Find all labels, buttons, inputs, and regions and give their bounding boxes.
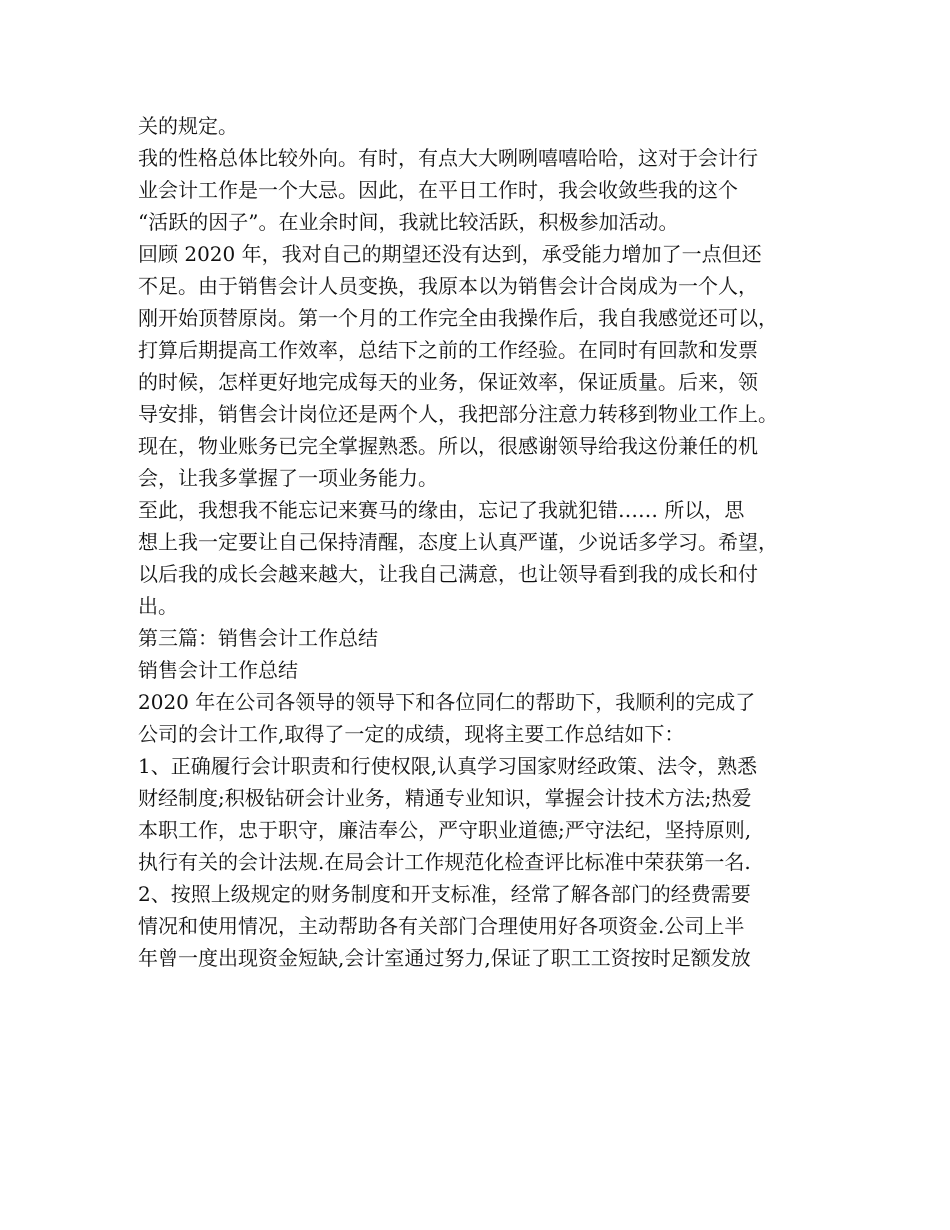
text-line: 财经制度;积极钻研会计业务，精通专业知识，掌握会计技术方法;热爱 xyxy=(138,786,752,810)
text-line: 年曾一度出现资金短缺,会计室通过努力,保证了职工工资按时足额发放 xyxy=(138,946,751,970)
text-line: “活跃的因子”。在业余时间，我就比较活跃，积极参加活动。 xyxy=(138,210,679,234)
text-line: 关的规定。 xyxy=(138,114,238,138)
text-line: 情况和使用情况，主动帮助各有关部门合理使用好各项资金.公司上半 xyxy=(138,914,745,938)
text-line: 公司的会计工作,取得了一定的成绩，现将主要工作总结如下： xyxy=(138,722,685,746)
text-line: 本职工作，忠于职守，廉洁奉公，严守职业道德;严守法纪，坚持原则, xyxy=(138,818,752,842)
text-line: 刚开始顶替原岗。第一个月的工作完全由我操作后，我自我感觉还可以， xyxy=(138,306,778,330)
text-line: 至此，我想我不能忘记来赛马的缘由，忘记了我就犯错…… 所以，思 xyxy=(138,498,745,522)
text-line: 以后我的成长会越来越大，让我自己满意，也让领导看到我的成长和付 xyxy=(138,562,758,586)
text-line: 现在，物业账务已完全掌握熟悉。所以，很感谢领导给我这份兼任的机 xyxy=(138,434,758,458)
text-line: 出。 xyxy=(138,594,178,618)
text-line: 想上我一定要让自己保持清醒，态度上认真严谨，少说话多学习。希望， xyxy=(138,530,778,554)
text-line: 2、按照上级规定的财务制度和开支标准，经常了解各部门的经费需要 xyxy=(138,882,751,906)
text-line: 会，让我多掌握了一项业务能力。 xyxy=(138,466,438,490)
text-line: 导安排，销售会计岗位还是两个人，我把部分注意力转移到物业工作上。 xyxy=(138,402,778,426)
text-line: 1、正确履行会计职责和行使权限,认真学习国家财经政策、法令，熟悉 xyxy=(138,754,758,778)
section-heading: 第三篇：销售会计工作总结 xyxy=(138,626,378,650)
text-line: 打算后期提高工作效率，总结下之前的工作经验。在同时有回款和发票 xyxy=(138,338,758,362)
section-subheading: 销售会计工作总结 xyxy=(138,658,298,682)
document-body xyxy=(138,110,828,974)
text-line: 的时候，怎样更好地完成每天的业务，保证效率，保证质量。后来，领 xyxy=(138,370,758,394)
text-line: 2020 年在公司各领导的领导下和各位同仁的帮助下，我顺利的完成了 xyxy=(138,690,756,714)
text-line: 业会计工作是一个大忌。因此，在平日工作时，我会收敛些我的这个 xyxy=(138,178,738,202)
text-line: 我的性格总体比较外向。有时，有点大大咧咧嘻嘻哈哈，这对于会计行 xyxy=(138,146,758,170)
text-line: 不足。由于销售会计人员变换，我原本以为销售会计合岗成为一个人， xyxy=(138,274,758,298)
text-line: 回顾 2020 年，我对自己的期望还没有达到，承受能力增加了一点但还 xyxy=(138,242,762,266)
text-line: 执行有关的会计法规.在局会计工作规范化检查评比标准中荣获第一名. xyxy=(138,850,751,874)
